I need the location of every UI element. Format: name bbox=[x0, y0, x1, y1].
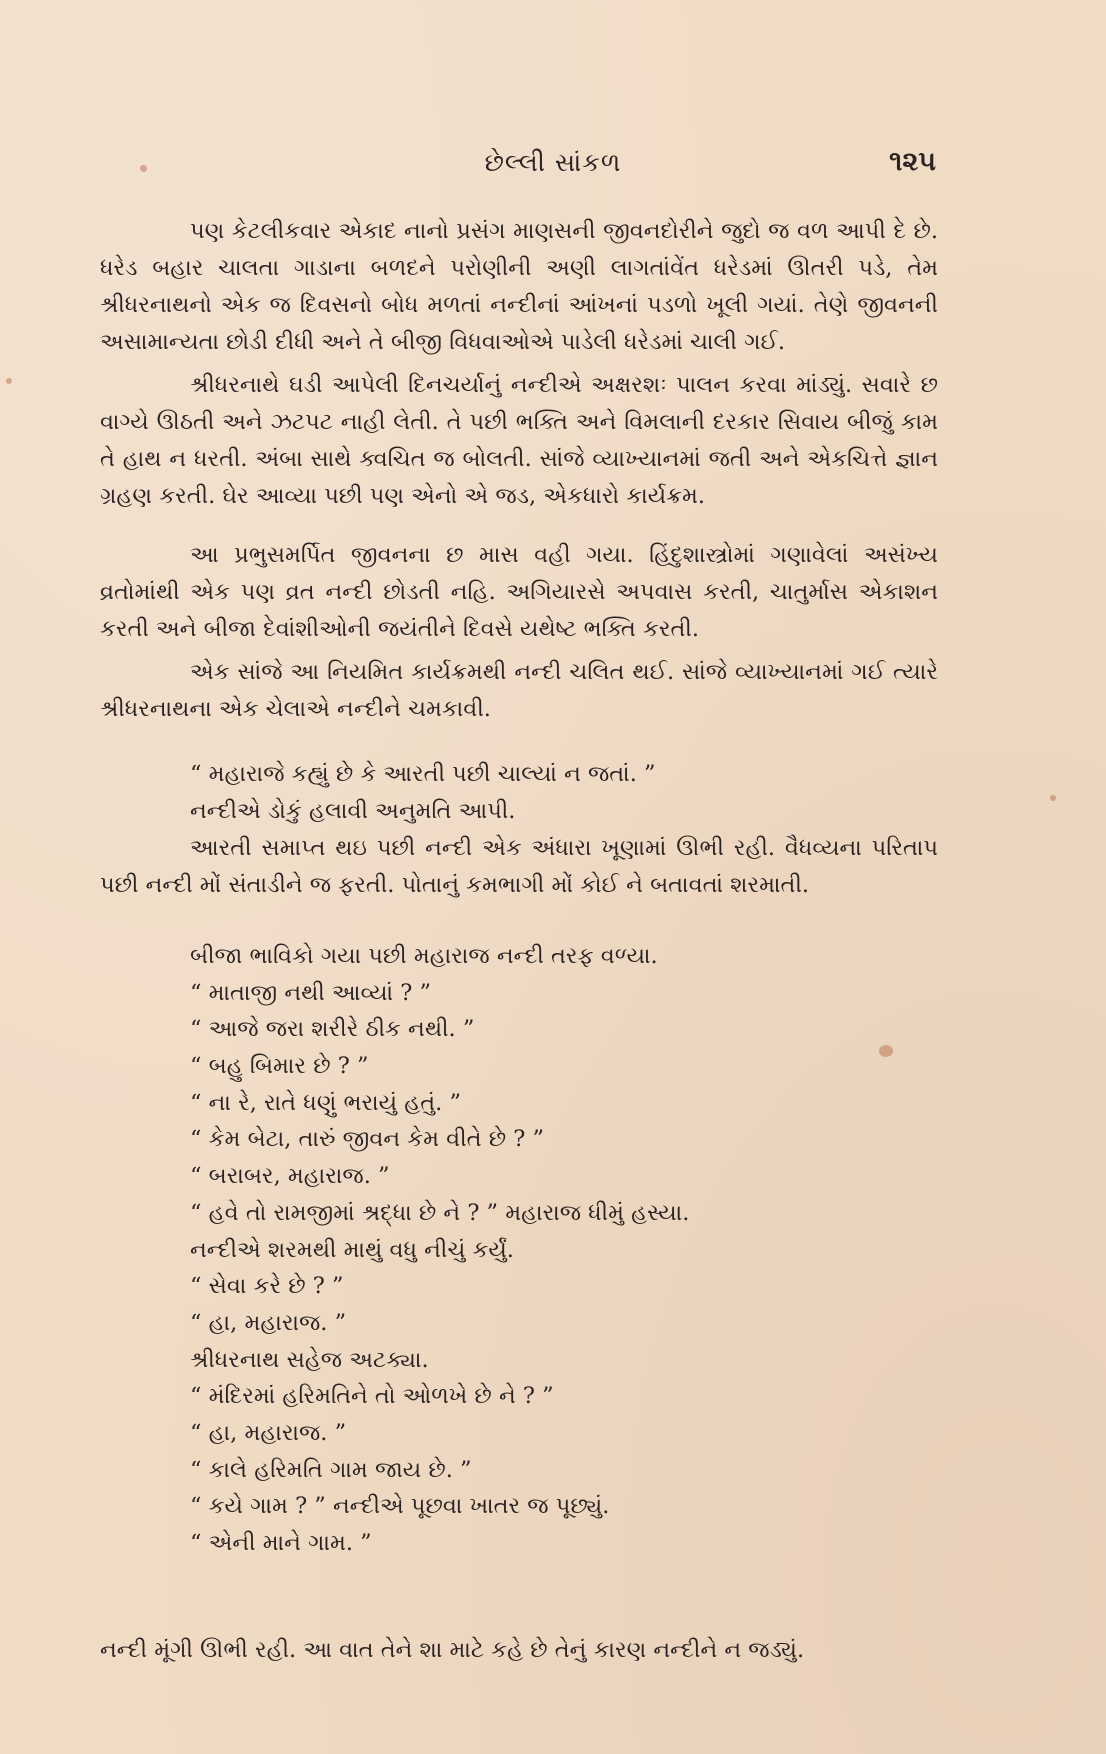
paragraph: આ પ્રભુસમર્પિત જીવનના છ માસ વહી ગયા. હિંદુશાસ્ત્રોમાં ગણાવેલાં અસંખ્ય વ્રતોમાંથી એક પણ વ્રત નન્દી છોડતી નહિ. અગિયારસે અપવાસ કરતી, ચાતુર્માસ એકાશન કરતી અને બીજા દેવાંશીઓની જયંતીને દિવસે યથેષ્ટ ભક્તિ કરતી. bbox=[100, 542, 938, 642]
dialogue-line: “ બરાબર, મહારાજ. ” bbox=[190, 1163, 390, 1190]
paper-spot bbox=[6, 378, 12, 384]
dialogue-line: “ ના રે, રાતે ધણું ભરાયું હતું. ” bbox=[190, 1089, 461, 1116]
closing-line-block bbox=[100, 1632, 938, 1669]
paragraph: આરતી સમાપ્ત થઇ પછી નન્દી એક અંધારા ખૂણામાં ઊભી રહી. વૈધવ્યના પરિતાપ પછી નન્દી મોં સંતાડીને જ ફરતી. પોતાનું કમભાગી મોં કોઈ ને બતાવતાં શરમાતી. bbox=[100, 835, 938, 898]
dialogue-line: “ આજે જરા શરીરે ઠીક નથી. ” bbox=[190, 1016, 475, 1043]
body-text bbox=[100, 213, 938, 728]
dialogue-line: “ હવે તો રામજીમાં શ્રદ્ધા છે ને ? ” મહારાજ ધીમું હસ્યા. bbox=[190, 1199, 690, 1226]
dialogue-line: “ માતાજી નથી આવ્યાં ? ” bbox=[190, 979, 431, 1006]
dialogue-line: “ હા, મહારાજ. ” bbox=[190, 1309, 347, 1336]
paragraph-block bbox=[100, 830, 938, 904]
dialogue-line: શ્રીધરનાથ સહેજ અટક્યા. bbox=[190, 1346, 429, 1373]
running-header-title: છેલ્લી સાંકળ bbox=[484, 148, 622, 177]
dialogue-line: “ હા, મહારાજ. ” bbox=[190, 1419, 347, 1446]
dialogue-line: “ મંદિરમાં હરિમતિને તો ઓળખે છે ને ? ” bbox=[190, 1383, 554, 1410]
closing-line: નન્દી મૂંગી ઊભી રહી. આ વાત તેને શા માટે કહે છે તેનું કારણ નન્દીને ન જડ્યું. bbox=[100, 1637, 805, 1663]
dialogue-line: નન્દીએ શરમથી માથું વધુ નીચું કર્યું. bbox=[190, 1236, 514, 1263]
dialogue-line: “ કયે ગામ ? ” નન્દીએ પૂછવા ખાતર જ પૂછ્યું. bbox=[190, 1493, 610, 1520]
paper-spot bbox=[1050, 795, 1056, 801]
dialogue-line: “ મહારાજે કહ્યું છે કે આરતી પછી ચાલ્યાં ન જતાં. ” bbox=[190, 761, 656, 787]
dialogue-block-b bbox=[100, 938, 938, 1562]
paragraph: શ્રીધરનાથે ઘડી આપેલી દિનચર્યાનું નન્દીએ અક્ષરશઃ પાલન કરવા માંડ્યું. સવારે છ વાગ્યે ઊઠતી અને ઝટપટ નાહી લેતી. તે પછી ભક્તિ અને વિમલાની દરકાર સિવાય બીજું કામ તે હાથ ન ધરતી. અંબા સાથે ક્વચિત જ બોલતી. સાંજે વ્યાખ્યાનમાં જતી અને એકચિત્તે જ્ઞાન ગ્રહણ કરતી. ઘેર આવ્યા પછી પણ એનો એ જડ, એકધારો કાર્યક્રમ. bbox=[100, 372, 938, 509]
page-number: ૧૨૫ bbox=[889, 146, 936, 177]
dialogue-line: “ એની માને ગામ. ” bbox=[190, 1530, 372, 1556]
paragraph: પણ કેટલીકવાર એકાદ નાનો પ્રસંગ માણસની જીવનદોરીને જુદો જ વળ આપી દે છે. ધરેડ બહાર ચાલતા ગાડાના બળદને પરોણીની અણી લાગતાંવેંત ધરેડમાં ઊતરી પડે, તેમ શ્રીધરનાથનો એક જ દિવસનો બોધ મળતાં નન્દીનાં આંખનાં પડળો ખૂલી ગયાં. તેણે જીવનની અસામાન્યતા છોડી દીધી અને તે બીજી વિધવાઓએ પાડેલી ધરેડમાં ચાલી ગઈ. bbox=[100, 218, 938, 355]
dialogue-block-a bbox=[100, 756, 938, 829]
dialogue-line: નન્દીએ ડોકું હલાવી અનુમતિ આપી. bbox=[190, 797, 516, 824]
dialogue-line: “ બહુ બિમાર છે ? ” bbox=[190, 1053, 369, 1080]
paragraph: એક સાંજે આ નિયમિત કાર્યક્રમથી નન્દી ચલિત થઈ. સાંજે વ્યાખ્યાનમાં ગઈ ત્યારે શ્રીધરનાથના એક ચેલાએ નન્દીને ચમકાવી. bbox=[100, 659, 938, 722]
dialogue-line: બીજા ભાવિકો ગયા પછી મહારાજ નન્દી તરફ વળ્યા. bbox=[190, 943, 658, 969]
dialogue-line: “ સેવા કરે છે ? ” bbox=[190, 1273, 344, 1300]
dialogue-line: “ કેમ બેટા, તારું જીવન કેમ વીતે છે ? ” bbox=[190, 1126, 544, 1153]
dialogue-line: “ કાલે હરિમતિ ગામ જાય છે. ” bbox=[190, 1456, 472, 1483]
